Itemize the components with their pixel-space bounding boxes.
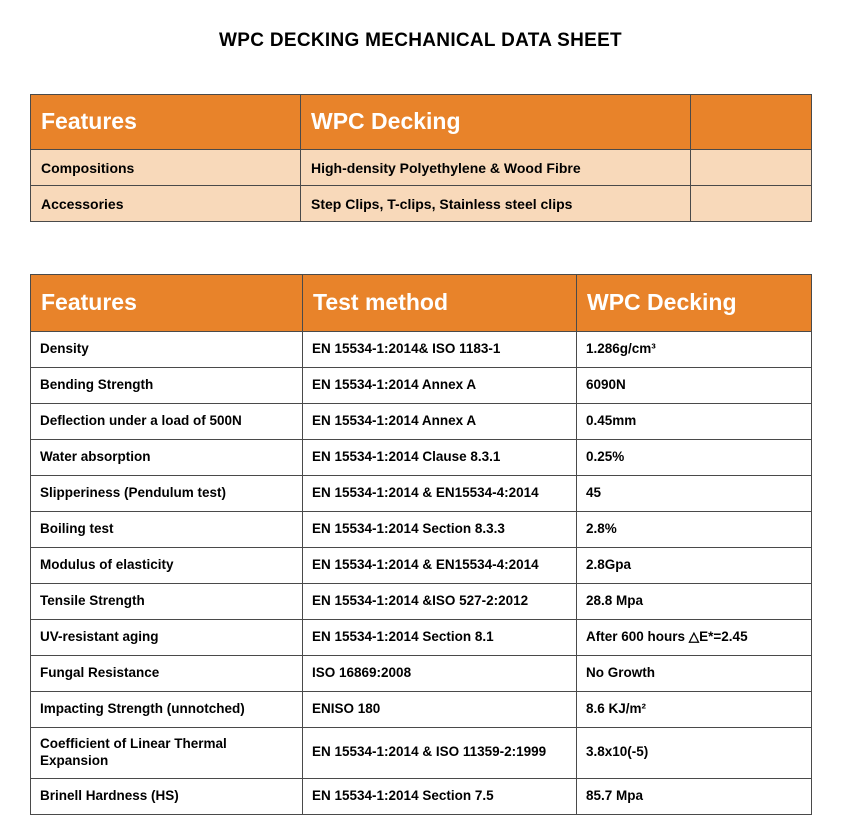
cell-value: 8.6 KJ/m² [577, 692, 812, 728]
table-row [31, 620, 812, 656]
overview-table-wrapper [30, 94, 811, 222]
table-row [31, 584, 812, 620]
table-row [31, 548, 812, 584]
cell-value: 45 [577, 476, 812, 512]
table-row [31, 186, 812, 222]
cell-value: 0.25% [577, 440, 812, 476]
cell-value: 2.8Gpa [577, 548, 812, 584]
table-row [31, 332, 812, 368]
cell-test-method: EN 15534-1:2014 Annex A [303, 404, 577, 440]
cell-feature: Bending Strength [31, 368, 303, 404]
cell-test-method: EN 15534-1:2014 & EN15534-4:2014 [303, 548, 577, 584]
cell-test-method: EN 15534-1:2014 & EN15534-4:2014 [303, 476, 577, 512]
cell-value: 85.7 Mpa [577, 778, 812, 814]
page-title: WPC DECKING MECHANICAL DATA SHEET [219, 30, 622, 51]
table-row [31, 476, 812, 512]
cell-test-method: EN 15534-1:2014 Annex A [303, 368, 577, 404]
cell-feature: Density [31, 332, 303, 368]
cell-test-method: ENISO 180 [303, 692, 577, 728]
cell-test-method: EN 15534-1:2014 Section 8.1 [303, 620, 577, 656]
cell-feature: Brinell Hardness (HS) [31, 778, 303, 814]
table-row [31, 512, 812, 548]
table-row [31, 692, 812, 728]
cell-value: 6090N [577, 368, 812, 404]
cell-value: 0.45mm [577, 404, 812, 440]
cell-feature: Compositions [31, 150, 301, 186]
cell-feature: Slipperiness (Pendulum test) [31, 476, 303, 512]
table-header-row [31, 275, 812, 332]
table-row [31, 440, 812, 476]
cell-extra [691, 150, 812, 186]
column-header-product: WPC Decking [301, 95, 691, 150]
cell-feature: Tensile Strength [31, 584, 303, 620]
column-header-blank [691, 95, 812, 150]
cell-value: High-density Polyethylene & Wood Fibre [301, 150, 691, 186]
cell-value: 2.8% [577, 512, 812, 548]
cell-feature: Impacting Strength (unnotched) [31, 692, 303, 728]
cell-feature: Deflection under a load of 500N [31, 404, 303, 440]
cell-feature: Water absorption [31, 440, 303, 476]
cell-value: No Growth [577, 656, 812, 692]
table-row [31, 368, 812, 404]
cell-test-method: EN 15534-1:2014& ISO 1183-1 [303, 332, 577, 368]
column-header-features: Features [31, 275, 303, 332]
table-header-row [31, 95, 812, 150]
cell-feature: Boiling test [31, 512, 303, 548]
cell-extra [691, 186, 812, 222]
column-header-product: WPC Decking [577, 275, 812, 332]
table-row [31, 656, 812, 692]
document-page [0, 30, 841, 839]
cell-value: 1.286g/cm³ [577, 332, 812, 368]
cell-value: 3.8x10(-5) [577, 728, 812, 779]
cell-test-method: EN 15534-1:2014 Clause 8.3.1 [303, 440, 577, 476]
table-row [31, 728, 812, 779]
cell-feature: Fungal Resistance [31, 656, 303, 692]
table-row [31, 150, 812, 186]
specs-table [30, 274, 812, 815]
cell-feature: Accessories [31, 186, 301, 222]
cell-feature: UV-resistant aging [31, 620, 303, 656]
cell-value: Step Clips, T-clips, Stainless steel clips [301, 186, 691, 222]
column-header-features: Features [31, 95, 301, 150]
specs-table-wrapper [30, 274, 811, 815]
cell-feature: Modulus of elasticity [31, 548, 303, 584]
overview-table [30, 94, 812, 222]
cell-test-method: EN 15534-1:2014 &ISO 527-2:2012 [303, 584, 577, 620]
cell-test-method: EN 15534-1:2014 Section 8.3.3 [303, 512, 577, 548]
table-row [31, 404, 812, 440]
cell-value: 28.8 Mpa [577, 584, 812, 620]
cell-test-method: EN 15534-1:2014 Section 7.5 [303, 778, 577, 814]
column-header-test-method: Test method [303, 275, 577, 332]
cell-test-method: ISO 16869:2008 [303, 656, 577, 692]
cell-value: After 600 hours △E*=2.45 [577, 620, 812, 656]
cell-test-method: EN 15534-1:2014 & ISO 11359-2:1999 [303, 728, 577, 779]
cell-feature: Coefficient of Linear Thermal Expansion [31, 728, 303, 779]
